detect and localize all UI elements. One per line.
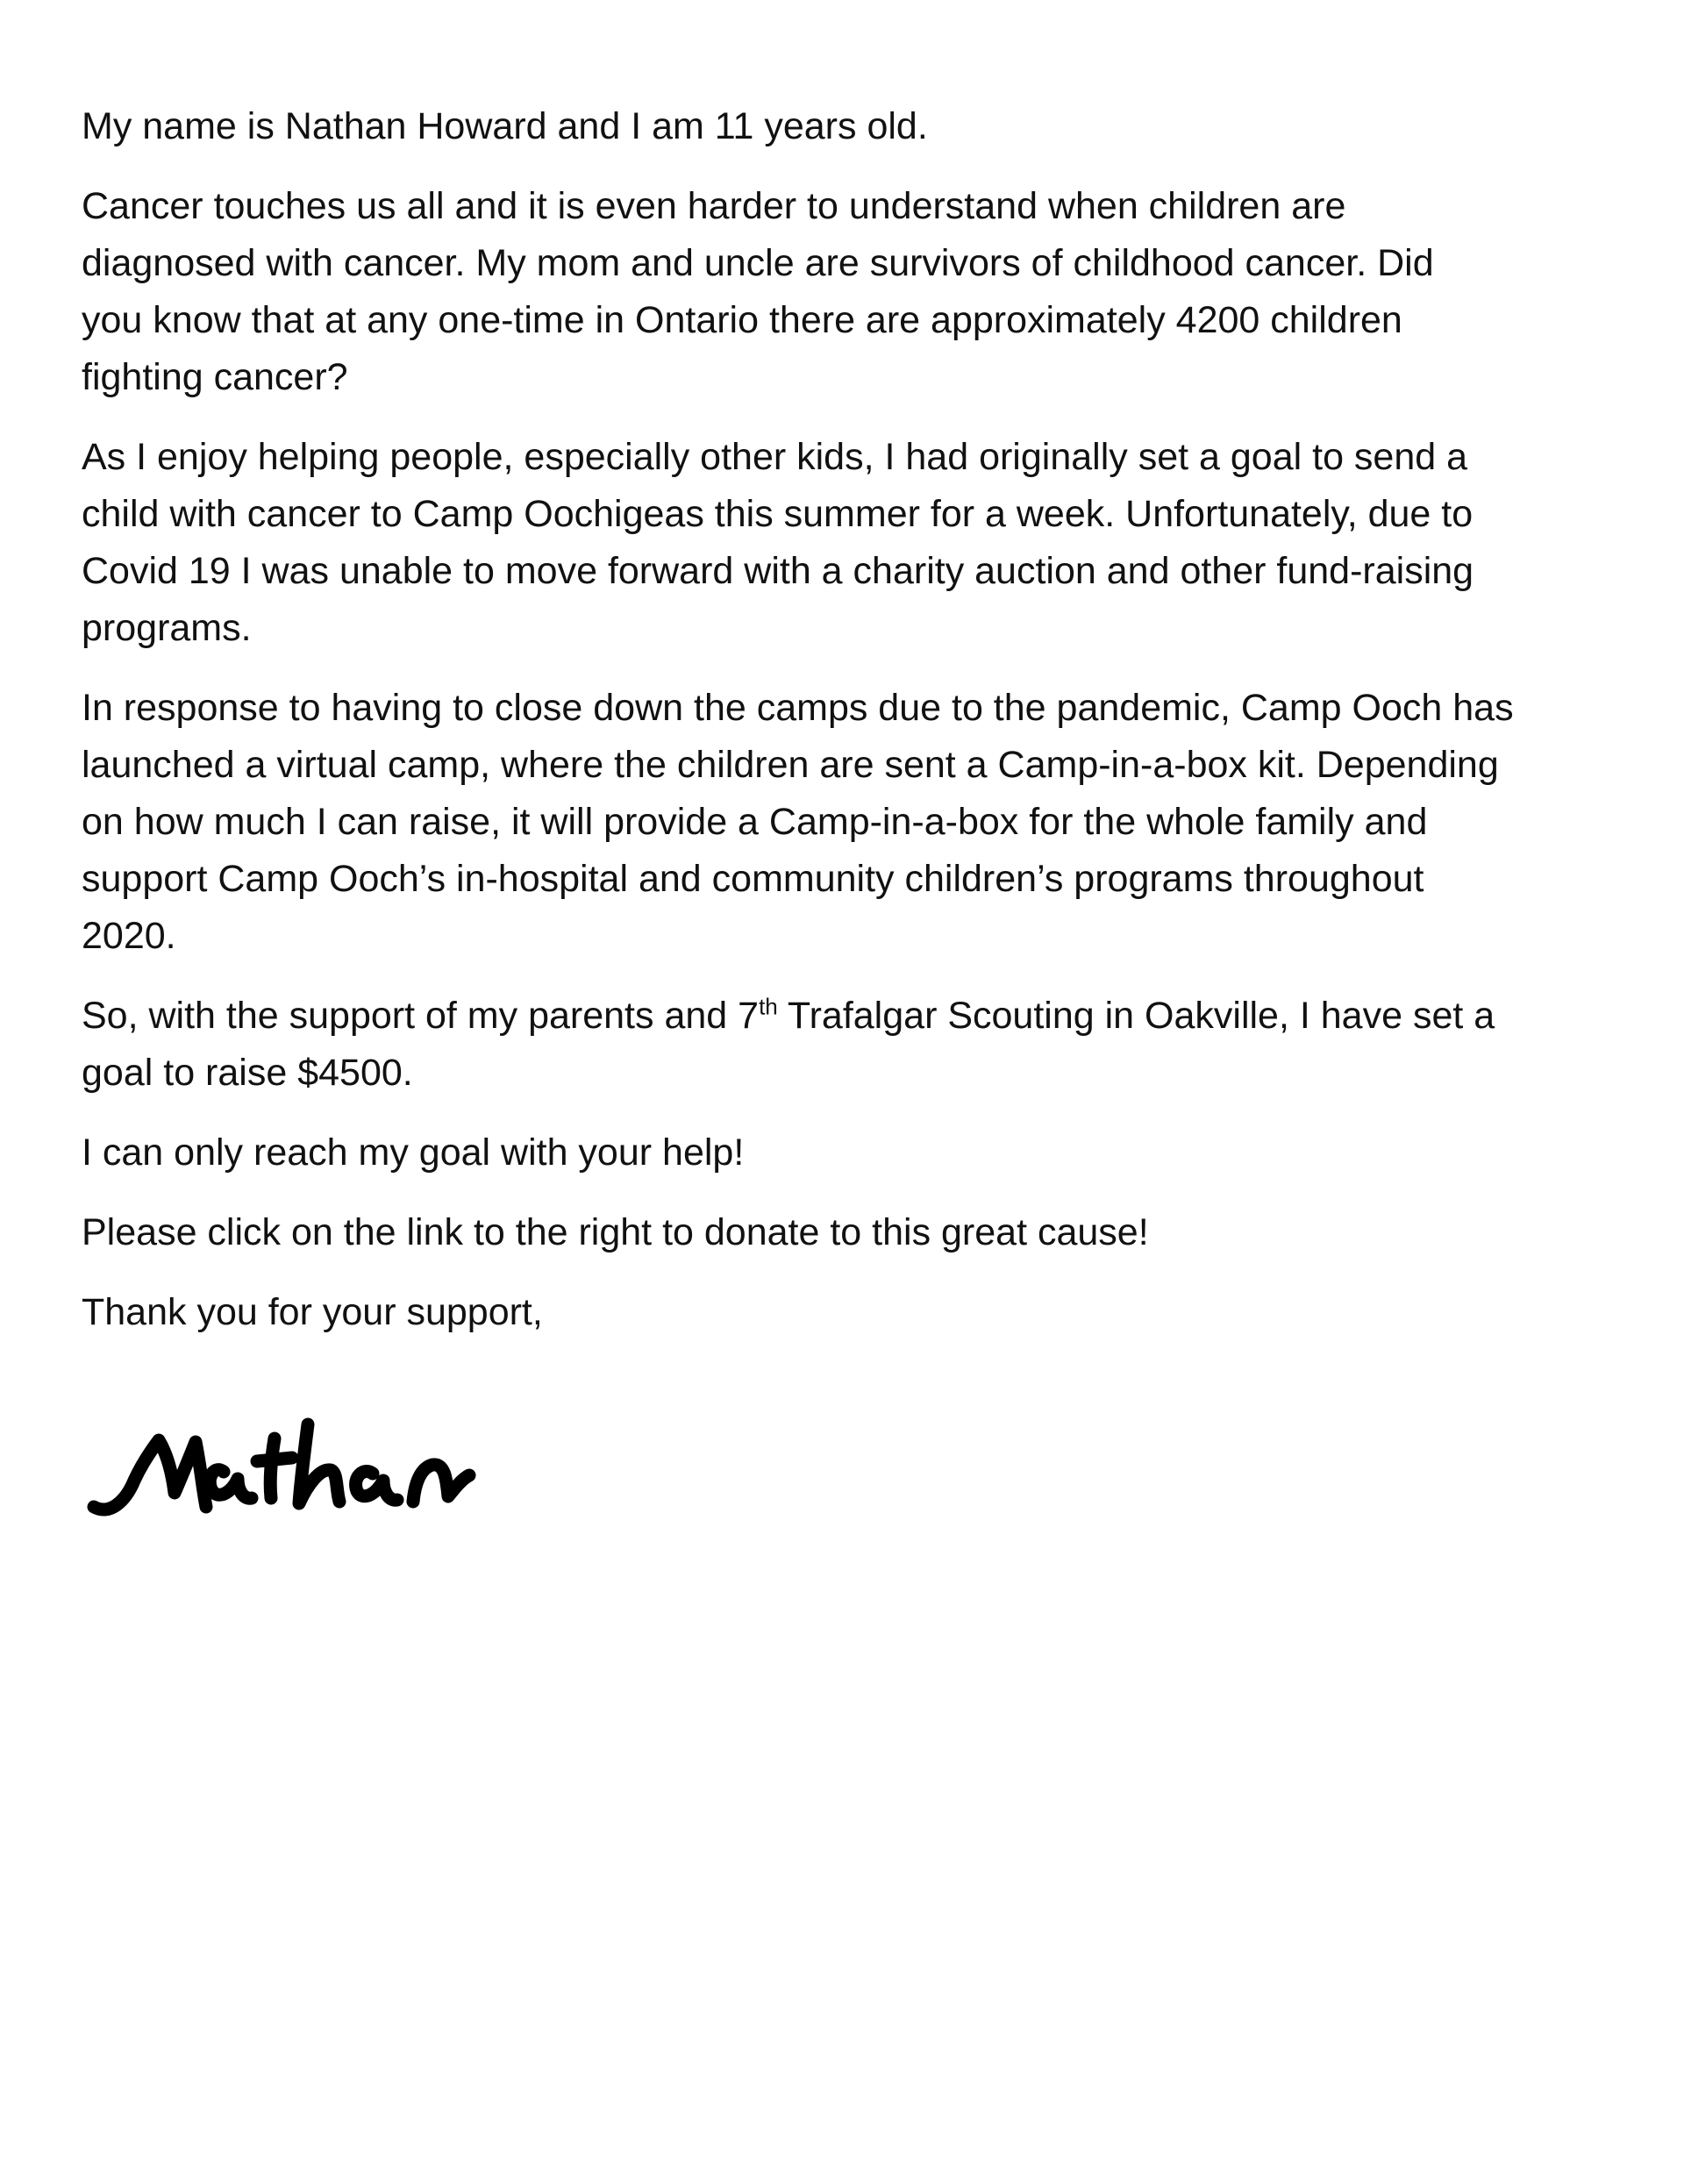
ordinal-superscript: th [759,993,778,1020]
goal-text-after: Trafalgar Scouting in Oakville, I have set a goal to raise $4500. [82,995,1495,1094]
original-goal-paragraph: As I enjoy helping people, especially other kids, I had originally set a goal to send a child with cancer to Camp Oochigeas this summer for a week. Unfortunately, due to Covid 19 I was unable to move forward with a charity auction and other fund-raising programs. [82,436,1474,649]
help-paragraph: I can only reach my goal with your help! [82,1131,745,1174]
cancer-paragraph: Cancer touches us all and it is even harder to understand when children are diagnosed with cancer. My mom and uncle are survivors of childhood cancer. Did you know that at any one-time in Ontario there are approximately 4200 children fighting cancer? [82,185,1434,398]
virtual-camp-paragraph: In response to having to close down the camps due to the pandemic, Camp Ooch has launched a virtual camp, where the children are sent a Camp-in-a-box kit. Depending on how much I can raise, it will provide a Camp-in-a-box for the whole family and support Camp Ooch’s in-hospital and community children’s programs throughout 2020. [82,687,1514,957]
signature [83,1403,496,1535]
intro-paragraph: My name is Nathan Howard and I am 11 years old. [82,105,928,147]
donate-paragraph: Please click on the link to the right to donate to this great cause! [82,1211,1149,1253]
goal-text-before: So, with the support of my parents and 7 [82,995,760,1037]
letter-body [82,98,1643,1364]
goal-paragraph [82,988,1643,1102]
thanks-paragraph: Thank you for your support, [82,1291,543,1333]
